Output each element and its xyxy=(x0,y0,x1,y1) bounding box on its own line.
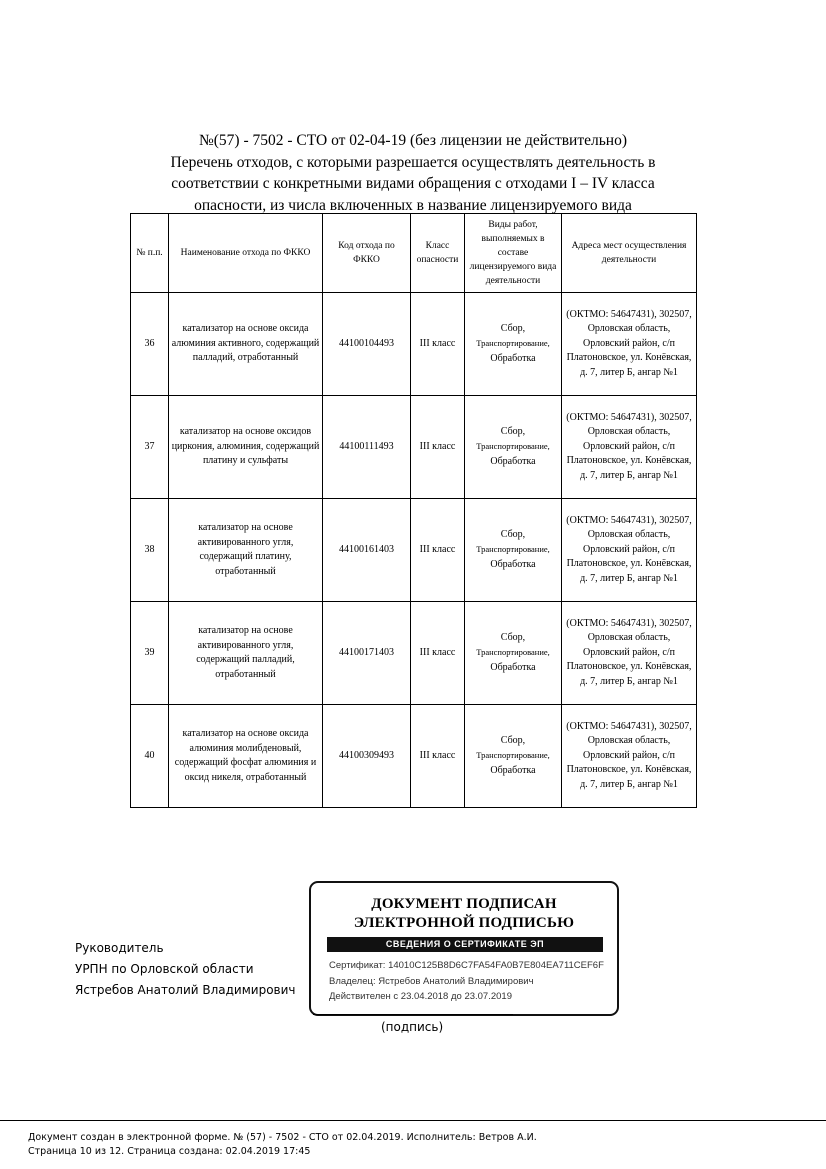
stamp-title-line: ДОКУМЕНТ ПОДПИСАН xyxy=(371,896,557,912)
work-types xyxy=(465,396,562,499)
waste-name: катализатор на основе оксидов циркония, алюминия, содержащий платину и сульфаты xyxy=(169,396,323,499)
waste-code: 44100111493 xyxy=(323,396,411,499)
work-types xyxy=(465,705,562,808)
row-number: 39 xyxy=(131,602,169,705)
title-line: Перечень отходов, с которыми разрешается осуществлять деятельность в xyxy=(170,153,656,171)
signature-line xyxy=(313,1014,513,1015)
waste-code: 44100171403 xyxy=(323,602,411,705)
activity-address: (ОКТМО: 54647431), 302507, Орловская область, Орловский район, с/п Платоновское, ул. Конёвская, д. 7, литер Б, ангар №1 xyxy=(562,499,697,602)
activity-address: (ОКТМО: 54647431), 302507, Орловская область, Орловский район, с/п Платоновское, ул. Конёвская, д. 7, литер Б, ангар №1 xyxy=(562,396,697,499)
hazard-class: III класс xyxy=(411,499,465,602)
work-collection: Сбор, xyxy=(500,425,526,437)
waste-name: катализатор на основе оксида алюминия активного, содержащий палладий, отработанный xyxy=(169,293,323,396)
work-collection: Сбор, xyxy=(500,528,526,540)
header-work-types: Виды работ, выполняемых в составе лицензируемого вида деятельности xyxy=(465,214,562,293)
work-transport: Транспортирование, xyxy=(476,647,550,658)
row-number: 37 xyxy=(131,396,169,499)
work-collection: Сбор, xyxy=(500,631,526,643)
activity-address: (ОКТМО: 54647431), 302507, Орловская область, Орловский район, с/п Платоновское, ул. Конёвская, д. 7, литер Б, ангар №1 xyxy=(562,602,697,705)
hazard-class: III класс xyxy=(411,293,465,396)
activity-address: (ОКТМО: 54647431), 302507, Орловская область, Орловский район, с/п Платоновское, ул. Конёвская, д. 7, литер Б, ангар №1 xyxy=(562,293,697,396)
signer-block xyxy=(75,938,296,1001)
waste-name: катализатор на основе активированного угля, содержащий палладий, отработанный xyxy=(169,602,323,705)
hazard-class: III класс xyxy=(411,396,465,499)
stamp-owner: Владелец: Ястребов Анатолий Владимирович xyxy=(329,975,534,987)
work-transport: Транспортирование, xyxy=(476,544,550,555)
hazard-class: III класс xyxy=(411,705,465,808)
waste-table xyxy=(130,213,697,808)
row-number: 40 xyxy=(131,705,169,808)
signer-position: Руководитель xyxy=(75,941,164,955)
header-waste-code: Код отхода по ФККО xyxy=(323,214,411,293)
footer-page-info: Страница 10 из 12. Страница создана: 02.04.2019 17:45 xyxy=(28,1146,311,1157)
stamp-certificate: Сертификат: 14010C125B8D6C7FA54FA0B7E804EA711CEF6F xyxy=(329,960,604,971)
document-title xyxy=(130,130,696,216)
footer-doc-info: Документ создан в электронной форме. № (57) - 7502 - СТО от 02.04.2019. Исполнитель: Ветров А.И. xyxy=(28,1132,537,1143)
stamp-certificate-bar: СВЕДЕНИЯ О СЕРТИФИКАТЕ ЭП xyxy=(327,937,603,952)
waste-code: 44100309493 xyxy=(323,705,411,808)
waste-name: катализатор на основе оксида алюминия молибденовый, содержащий фосфат алюминия и оксид никеля, отработанный xyxy=(169,705,323,808)
work-processing: Обработка xyxy=(490,352,536,364)
work-processing: Обработка xyxy=(490,558,536,570)
title-line: №(57) - 7502 - СТО от 02-04-19 (без лицензии не действительно) xyxy=(198,132,628,149)
work-collection: Сбор, xyxy=(500,734,526,746)
signer-name: Ястребов Анатолий Владимирович xyxy=(75,983,296,997)
stamp-title xyxy=(311,895,617,933)
work-processing: Обработка xyxy=(490,764,536,776)
table-row xyxy=(131,396,697,499)
waste-code: 44100104493 xyxy=(323,293,411,396)
waste-name: катализатор на основе активированного угля, содержащий платину, отработанный xyxy=(169,499,323,602)
stamp-title-line: ЭЛЕКТРОННОЙ ПОДПИСЬЮ xyxy=(353,915,575,931)
hazard-class: III класс xyxy=(411,602,465,705)
work-types xyxy=(465,602,562,705)
header-hazard-class: Класс опасности xyxy=(411,214,465,293)
table-row xyxy=(131,705,697,808)
activity-address: (ОКТМО: 54647431), 302507, Орловская область, Орловский район, с/п Платоновское, ул. Конёвская, д. 7, литер Б, ангар №1 xyxy=(562,705,697,808)
signature-label: (подпись) xyxy=(381,1020,444,1034)
row-number: 36 xyxy=(131,293,169,396)
title-line: опасности, из числа включенных в название лицензируемого вида xyxy=(194,196,632,214)
work-types xyxy=(465,499,562,602)
work-transport: Транспортирование, xyxy=(476,338,550,349)
row-number: 38 xyxy=(131,499,169,602)
signer-organization: УРПН по Орловской области xyxy=(75,962,254,976)
header-address: Адреса мест осуществления деятельности xyxy=(562,214,697,293)
table-row xyxy=(131,602,697,705)
stamp-details xyxy=(329,958,604,1005)
work-collection: Сбор, xyxy=(500,322,526,334)
e-signature-stamp xyxy=(309,881,619,1016)
footer-divider xyxy=(0,1120,826,1121)
stamp-validity: Действителен с 23.04.2018 до 23.07.2019 xyxy=(329,991,512,1002)
table-row xyxy=(131,293,697,396)
waste-code: 44100161403 xyxy=(323,499,411,602)
header-number: № п.п. xyxy=(131,214,169,293)
table-header-row xyxy=(131,214,697,293)
work-transport: Транспортирование, xyxy=(476,750,550,761)
title-line: соответствии с конкретными видами обращения с отходами I – IV класса xyxy=(171,175,655,192)
work-processing: Обработка xyxy=(490,661,536,673)
table-row xyxy=(131,499,697,602)
work-processing: Обработка xyxy=(490,455,536,467)
header-waste-name: Наименование отхода по ФККО xyxy=(169,214,323,293)
work-types xyxy=(465,293,562,396)
work-transport: Транспортирование, xyxy=(476,441,550,452)
page-footer xyxy=(28,1131,537,1159)
